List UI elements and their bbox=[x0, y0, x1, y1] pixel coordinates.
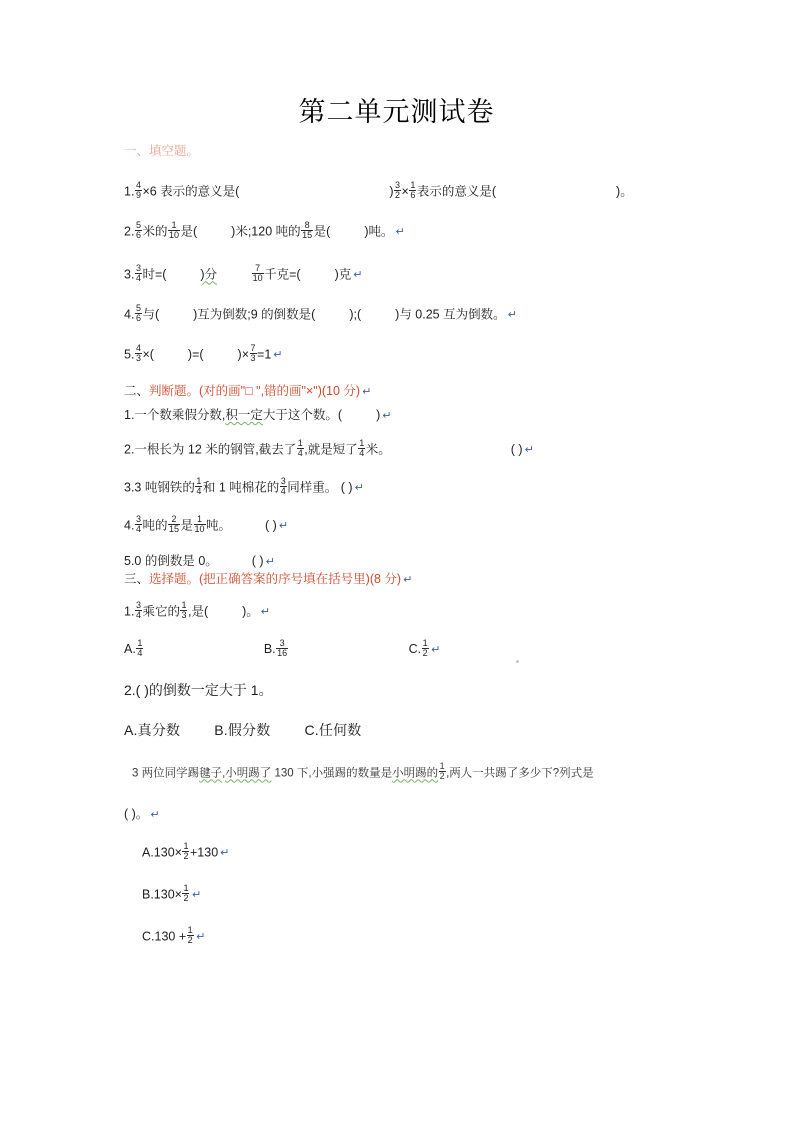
fraction-5-6: $\frac{5}{6}$ bbox=[135, 219, 141, 241]
paragraph-mark-icon: ↵ bbox=[431, 644, 441, 657]
tf1-text-1: 1.一个数乘假分数, bbox=[124, 408, 226, 422]
fraction-3-4: $\frac{3}{4}$ bbox=[280, 475, 286, 497]
paragraph-mark-icon: ↵ bbox=[191, 889, 202, 902]
paragraph-mark-icon: ↵ bbox=[362, 386, 372, 398]
tf1-text-2: 大于这个数。( bbox=[262, 408, 343, 422]
fraction-1-10: $\frac{1}{10}$ bbox=[194, 513, 205, 535]
mc2-option-c[interactable]: C.任何数 bbox=[304, 722, 362, 738]
mc3-option-a[interactable] bbox=[142, 840, 230, 862]
fraction-3-16: $\frac{3}{16}$ bbox=[277, 637, 288, 659]
tf1-close: ) bbox=[376, 408, 381, 422]
q5-text-4: =1 bbox=[257, 347, 272, 362]
question-tf-5 bbox=[124, 552, 275, 571]
q2-text-3: )米;120 吨的 bbox=[231, 224, 301, 239]
fraction-1-2: $\frac{1}{2}$ bbox=[422, 637, 428, 659]
fraction-1-4: $\frac{1}{4}$ bbox=[297, 437, 303, 459]
fraction-1-2: $\frac{1}{2}$ bbox=[183, 840, 189, 862]
mc3-option-c-prefix: C.130 + bbox=[142, 929, 187, 944]
question-tf-2 bbox=[124, 437, 534, 459]
paragraph-mark-icon: ↵ bbox=[353, 269, 363, 282]
q3-text-1: 时=( bbox=[142, 267, 167, 282]
q2-text-1: 米的 bbox=[142, 224, 168, 239]
tf2-answer-bracket[interactable]: ( ) bbox=[510, 442, 523, 457]
tf2-text-2: ,就是短了 bbox=[304, 442, 358, 457]
fraction-1-10: $\frac{1}{10}$ bbox=[168, 219, 179, 241]
fraction-1-3: $\frac{1}{3}$ bbox=[181, 599, 187, 621]
mc3-answer-bracket[interactable]: ( )。 bbox=[124, 807, 149, 821]
section-3-number: 三、 bbox=[124, 572, 150, 586]
scan-artifact bbox=[516, 660, 519, 663]
paragraph-mark-icon: ↵ bbox=[260, 606, 271, 619]
q4-number: 4. bbox=[124, 307, 135, 322]
tf2-text-1: 2.一根长为 12 米的钢管,截去了 bbox=[124, 442, 297, 457]
q5-number: 5. bbox=[124, 347, 135, 362]
q3-number: 3. bbox=[124, 267, 135, 282]
mc-2-options bbox=[124, 720, 361, 740]
q2-text-5: )吨。 bbox=[364, 224, 394, 239]
question-mc-3 bbox=[132, 760, 594, 782]
tf3-text-2: 和 1 吨棉花的 bbox=[202, 480, 280, 495]
mc2-stem: 2.( )的倒数一定大于 1。 bbox=[124, 682, 273, 698]
section-1-number: 一、 bbox=[124, 144, 150, 158]
question-tf-4 bbox=[124, 513, 289, 535]
tf4-text-1: 4. bbox=[124, 518, 135, 533]
section-2-number: 二、 bbox=[124, 384, 150, 398]
fraction-3-2: $\frac{3}{2}$ bbox=[395, 179, 401, 201]
fraction-3-4: $\frac{3}{4}$ bbox=[135, 513, 141, 535]
q1-number: 1. bbox=[124, 184, 135, 199]
mc-1-options bbox=[124, 637, 441, 659]
q3-text-2: )分 bbox=[200, 267, 218, 282]
fraction-3-4: $\frac{3}{4}$ bbox=[135, 599, 141, 621]
mc1-option-c[interactable] bbox=[408, 637, 430, 659]
fraction-7-3: $\frac{7}{3}$ bbox=[250, 342, 256, 364]
paragraph-mark-icon: ↵ bbox=[524, 444, 534, 457]
tf4-answer-bracket[interactable]: ( ) bbox=[265, 518, 277, 533]
q3-text-3: 千克=( bbox=[264, 267, 301, 282]
q5-text-1: ×( bbox=[142, 347, 154, 362]
section-2-label: 判断题。(对的画"□ ",错的画"×")(10 分) bbox=[149, 384, 361, 398]
mc3-text-2: 130 下,小强踢的数量是 bbox=[271, 767, 393, 780]
fraction-2-15: $\frac{2}{15}$ bbox=[168, 513, 179, 535]
paragraph-mark-icon: ↵ bbox=[196, 931, 206, 944]
mc1-option-a-label: A. bbox=[124, 642, 136, 657]
q5-text-2: )=( bbox=[187, 347, 204, 362]
tf4-text-2: 吨的 bbox=[142, 518, 168, 533]
mc-3-answer-line bbox=[124, 805, 160, 824]
mc3-option-c[interactable] bbox=[142, 924, 206, 946]
fraction-8-15: $\frac{8}{15}$ bbox=[302, 219, 313, 241]
q2-text-2: 是( bbox=[180, 224, 198, 239]
question-fill-5 bbox=[124, 342, 283, 364]
fraction-3-4: $\frac{3}{4}$ bbox=[135, 262, 141, 284]
question-mc-1 bbox=[124, 599, 271, 621]
mc3-squiggly-2: 小明踢了 bbox=[225, 767, 272, 780]
section-heading-3 bbox=[124, 570, 412, 589]
mc3-squiggly-1: 毽子 bbox=[199, 767, 223, 780]
tf4-text-3: 是 bbox=[180, 518, 193, 533]
q2-text-4: 是( bbox=[313, 224, 331, 239]
tf5-text: 5.0 的倒数是 0。 bbox=[124, 554, 218, 568]
fraction-1-2: $\frac{1}{2}$ bbox=[439, 760, 445, 782]
section-1-label: 填空题。 bbox=[149, 144, 200, 158]
q2-number: 2. bbox=[124, 224, 135, 239]
mc3-text-3: ,两人一共踢了多少下?列式是 bbox=[446, 767, 594, 780]
q4-text-3: );( bbox=[349, 307, 362, 322]
mc2-option-a[interactable]: A.真分数 bbox=[124, 722, 181, 738]
mc1-option-c-label: C. bbox=[408, 642, 422, 657]
paragraph-mark-icon: ↵ bbox=[507, 309, 517, 322]
fraction-1-6: $\frac{1}{6}$ bbox=[410, 179, 416, 201]
mc1-option-b-label: B. bbox=[263, 642, 276, 657]
mc3-squiggly-3: 小明踢的 bbox=[392, 767, 439, 780]
q1-times: × bbox=[401, 184, 409, 199]
paragraph-mark-icon: ↵ bbox=[150, 809, 160, 821]
mc3-text-1: 3 两位同学踢 bbox=[132, 767, 200, 780]
page-title: 第二单元测试卷 bbox=[298, 97, 495, 127]
tf2-text-3: 米。 bbox=[365, 442, 391, 457]
mc3-option-b[interactable] bbox=[142, 882, 202, 904]
fraction-1-2: $\frac{1}{2}$ bbox=[183, 882, 189, 904]
fraction-4-3: $\frac{4}{3}$ bbox=[135, 342, 141, 364]
tf5-answer-bracket[interactable]: ( ) bbox=[251, 554, 264, 568]
mc1-number: 1. bbox=[124, 604, 135, 619]
mc2-option-b[interactable]: B.假分数 bbox=[214, 722, 271, 738]
paragraph-mark-icon: ↵ bbox=[278, 520, 289, 533]
question-fill-4 bbox=[124, 302, 517, 324]
q1-close-1: ) bbox=[389, 184, 394, 199]
q4-text-4: )与 0.25 互为倒数。 bbox=[395, 307, 506, 322]
q5-text-3: )× bbox=[237, 347, 250, 362]
q4-text-1: 与( bbox=[142, 307, 160, 322]
fraction-1-4: $\frac{1}{4}$ bbox=[137, 637, 143, 659]
fraction-1-2: $\frac{1}{2}$ bbox=[187, 924, 193, 946]
question-tf-1 bbox=[124, 406, 391, 425]
mc1-text-3: )。 bbox=[242, 604, 259, 619]
fraction-7-10: $\frac{7}{10}$ bbox=[252, 262, 263, 284]
question-tf-3 bbox=[124, 475, 364, 497]
tf3-text-3[interactable]: 同样重。 ( ) bbox=[287, 480, 353, 495]
mc1-text-2: ,是( bbox=[187, 604, 209, 619]
fraction-1-4: $\frac{1}{4}$ bbox=[359, 437, 365, 459]
mc1-text-1: 乘它的 bbox=[142, 604, 180, 619]
section-heading-1 bbox=[124, 142, 199, 160]
mc3-option-b-prefix: B.130× bbox=[142, 887, 182, 902]
mc1-option-b[interactable] bbox=[263, 637, 289, 659]
mc3-option-a-prefix: A.130× bbox=[142, 845, 182, 860]
paragraph-mark-icon: ↵ bbox=[395, 226, 405, 239]
question-fill-1 bbox=[124, 179, 633, 201]
mc3-option-a-suffix: +130 bbox=[189, 845, 219, 860]
paragraph-mark-icon: ↵ bbox=[354, 482, 364, 495]
paragraph-mark-icon: ↵ bbox=[273, 349, 283, 362]
question-fill-2 bbox=[124, 219, 405, 241]
mc3-comma-1: , bbox=[222, 767, 226, 780]
fraction-5-6: $\frac{5}{6}$ bbox=[135, 302, 141, 324]
tf1-text-squiggly: 积一定 bbox=[225, 408, 263, 422]
q1-close-2: )。 bbox=[616, 184, 633, 199]
fraction-4-9: $\frac{4}{9}$ bbox=[135, 179, 141, 201]
paragraph-mark-icon: ↵ bbox=[265, 556, 275, 568]
section-3-label: 选择题。(把正确答案的序号填在括号里)(8 分) bbox=[149, 572, 402, 586]
section-heading-2 bbox=[124, 382, 371, 401]
q4-text-2: )互为倒数;9 的倒数是( bbox=[193, 307, 316, 322]
q1-text-1: ×6 表示的意义是( bbox=[142, 184, 240, 199]
q3-text-4: )克 bbox=[334, 267, 352, 282]
mc1-option-a[interactable] bbox=[124, 637, 144, 659]
paragraph-mark-icon: ↵ bbox=[220, 847, 230, 860]
question-mc-2 bbox=[124, 680, 273, 700]
tf3-text-1: 3.3 吨钢铁的 bbox=[124, 480, 195, 495]
paragraph-mark-icon: ↵ bbox=[382, 410, 392, 422]
question-fill-3 bbox=[124, 262, 363, 284]
tf4-text-4: 吨。 bbox=[206, 518, 232, 533]
paragraph-mark-icon: ↵ bbox=[403, 574, 413, 586]
fraction-1-4: $\frac{1}{4}$ bbox=[196, 475, 202, 497]
q1-text-2: 表示的意义是( bbox=[416, 184, 497, 199]
